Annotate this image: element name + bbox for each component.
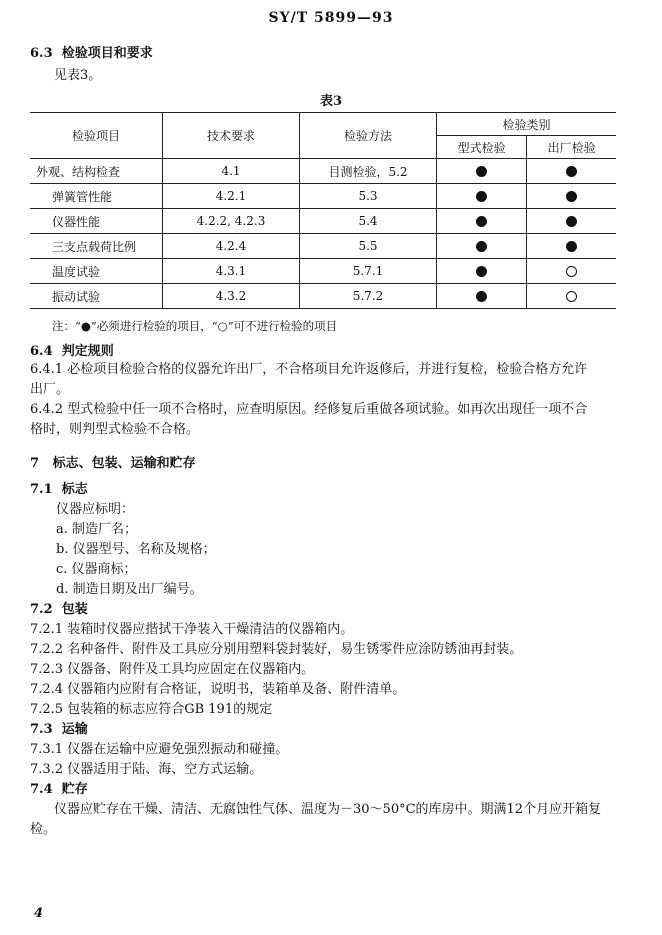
clause-6-4-2-line1: 6.4.2 型式检验中任一项不合格时，应查明原因。经修复后重做各项试验。如再次出现任一项不合 — [30, 402, 588, 417]
section-7-3-heading — [30, 718, 88, 737]
cell-type-test — [437, 159, 527, 184]
cell-factory-test — [527, 184, 616, 209]
clause-6-4-2-line2: 格时，则判型式检验不合格。 — [30, 422, 200, 437]
section-7-2-heading — [30, 598, 88, 617]
clause-7-3-1: 7.3.1 仪器在运输中应避免强烈振动和碰撞。 — [30, 742, 289, 757]
clause-7-2-2: 7.2.2 名种备件、附件及工具应分别用塑料袋封装好，易生锈零件应涂防锈油再封装。 — [30, 642, 523, 657]
cell-item: 振动试验 — [30, 284, 163, 309]
list-item: c. 仪器商标； — [56, 562, 137, 577]
table-row — [30, 259, 616, 284]
section-6-4-heading — [30, 340, 114, 359]
section-title: 判定规则 — [61, 344, 114, 359]
section-7-4-line2: 检。 — [30, 822, 57, 837]
section-6-3-text: 见表3。 — [54, 68, 102, 83]
cell-method: 5.3 — [300, 184, 437, 209]
table-row — [30, 184, 616, 209]
section-6-3-heading — [30, 42, 153, 61]
section-number: 7.2 — [30, 602, 53, 617]
cell-requirement: 4.2.1 — [163, 184, 300, 209]
section-title: 标志 — [61, 482, 88, 497]
cell-type-test — [437, 209, 527, 234]
section-7-1-heading — [30, 478, 88, 497]
section-7-4-line1: 仪器应贮存在干燥、清洁、无腐蚀性气体、温度为－30～50°C的库房中。期满12个月应开箱复 — [54, 802, 602, 817]
table-row — [30, 209, 616, 234]
list-item: a. 制造厂名； — [56, 522, 138, 537]
cell-type-test — [437, 284, 527, 309]
hollow-circle-icon — [566, 291, 577, 302]
filled-circle-icon — [476, 266, 487, 277]
cell-factory-test — [527, 159, 616, 184]
cell-factory-test — [527, 209, 616, 234]
cell-method: 5.7.2 — [300, 284, 437, 309]
header-requirement: 技术要求 — [163, 113, 300, 159]
header-method: 检验方法 — [300, 113, 437, 159]
list-item: b. 仪器型号、名称及规格； — [56, 542, 216, 557]
section-number: 7.1 — [30, 482, 53, 497]
cell-factory-test — [527, 284, 616, 309]
cell-requirement: 4.2.4 — [163, 234, 300, 259]
header-factory-test: 出厂检验 — [527, 136, 616, 159]
clause-7-3-2: 7.3.2 仪器适用于陆、海、空方式运输。 — [30, 762, 263, 777]
table-caption: 表3 — [319, 94, 343, 109]
clause-7-2-1: 7.2.1 装箱时仪器应揩拭干净装入干燥清洁的仪器箱内。 — [30, 622, 354, 637]
header-item: 检验项目 — [30, 113, 163, 159]
cell-item: 弹簧管性能 — [30, 184, 163, 209]
cell-type-test — [437, 234, 527, 259]
filled-circle-icon — [566, 241, 577, 252]
clause-7-2-4: 7.2.4 仪器箱内应附有合格证，说明书，装箱单及备、附件清单。 — [30, 682, 406, 697]
section-number: 6.4 — [30, 344, 53, 359]
cell-method: 5.7.1 — [300, 259, 437, 284]
filled-circle-icon — [476, 216, 487, 227]
clause-6-4-1-line2: 出厂。 — [30, 382, 70, 397]
section-number: 7 — [30, 456, 40, 471]
section-7-4-heading — [30, 778, 88, 797]
section-title: 检验项目和要求 — [61, 46, 153, 61]
section-number: 6.3 — [30, 46, 53, 61]
cell-type-test — [437, 259, 527, 284]
document-header: SY/T 5899—93 — [268, 10, 394, 26]
filled-circle-icon — [476, 191, 487, 202]
filled-circle-icon — [476, 291, 487, 302]
header-type-test: 型式检验 — [437, 136, 527, 159]
cell-item: 三支点载荷比例 — [30, 234, 163, 259]
section-number: 7.4 — [30, 782, 53, 797]
section-7-1-intro: 仪器应标明： — [56, 502, 135, 517]
section-number: 7.3 — [30, 722, 53, 737]
table-row — [30, 234, 616, 259]
clause-6-4-1-line1: 6.4.1 必检项目检验合格的仪器允许出厂，不合格项目允许返修后，并进行复检，检验合格方允许 — [30, 362, 588, 377]
filled-circle-icon — [476, 166, 487, 177]
filled-circle-icon — [566, 191, 577, 202]
section-title: 运输 — [61, 722, 88, 737]
clause-7-2-3: 7.2.3 仪器备、附件及工具均应固定在仪器箱内。 — [30, 662, 315, 677]
cell-type-test — [437, 184, 527, 209]
inspection-table — [30, 112, 616, 309]
cell-method: 目测检验，5.2 — [300, 159, 437, 184]
cell-requirement: 4.3.2 — [163, 284, 300, 309]
table-note: 注：“●”必须进行检验的项目，“○”可不进行检验的项目 — [52, 319, 338, 333]
cell-factory-test — [527, 259, 616, 284]
cell-factory-test — [527, 234, 616, 259]
section-title: 包装 — [61, 602, 88, 617]
cell-requirement: 4.1 — [163, 159, 300, 184]
hollow-circle-icon — [566, 266, 577, 277]
cell-item: 外观、结构检查 — [30, 159, 163, 184]
cell-item: 温度试验 — [30, 259, 163, 284]
cell-item: 仪器性能 — [30, 209, 163, 234]
filled-circle-icon — [566, 216, 577, 227]
cell-method: 5.4 — [300, 209, 437, 234]
filled-circle-icon — [476, 241, 487, 252]
section-title: 贮存 — [61, 782, 88, 797]
cell-requirement: 4.2.2, 4.2.3 — [163, 209, 300, 234]
chapter-7-heading — [30, 452, 196, 471]
cell-requirement: 4.3.1 — [163, 259, 300, 284]
list-item: d. 制造日期及出厂编号。 — [56, 582, 203, 597]
table-row — [30, 284, 616, 309]
filled-circle-icon — [566, 166, 577, 177]
table-row — [30, 159, 616, 184]
header-category: 检验类别 — [437, 113, 617, 136]
section-title: 标志、包装、运输和贮存 — [52, 456, 196, 471]
clause-7-2-5: 7.2.5 包装箱的标志应符合GB 191的规定 — [30, 702, 273, 717]
cell-method: 5.5 — [300, 234, 437, 259]
page-number: 4 — [34, 906, 44, 921]
